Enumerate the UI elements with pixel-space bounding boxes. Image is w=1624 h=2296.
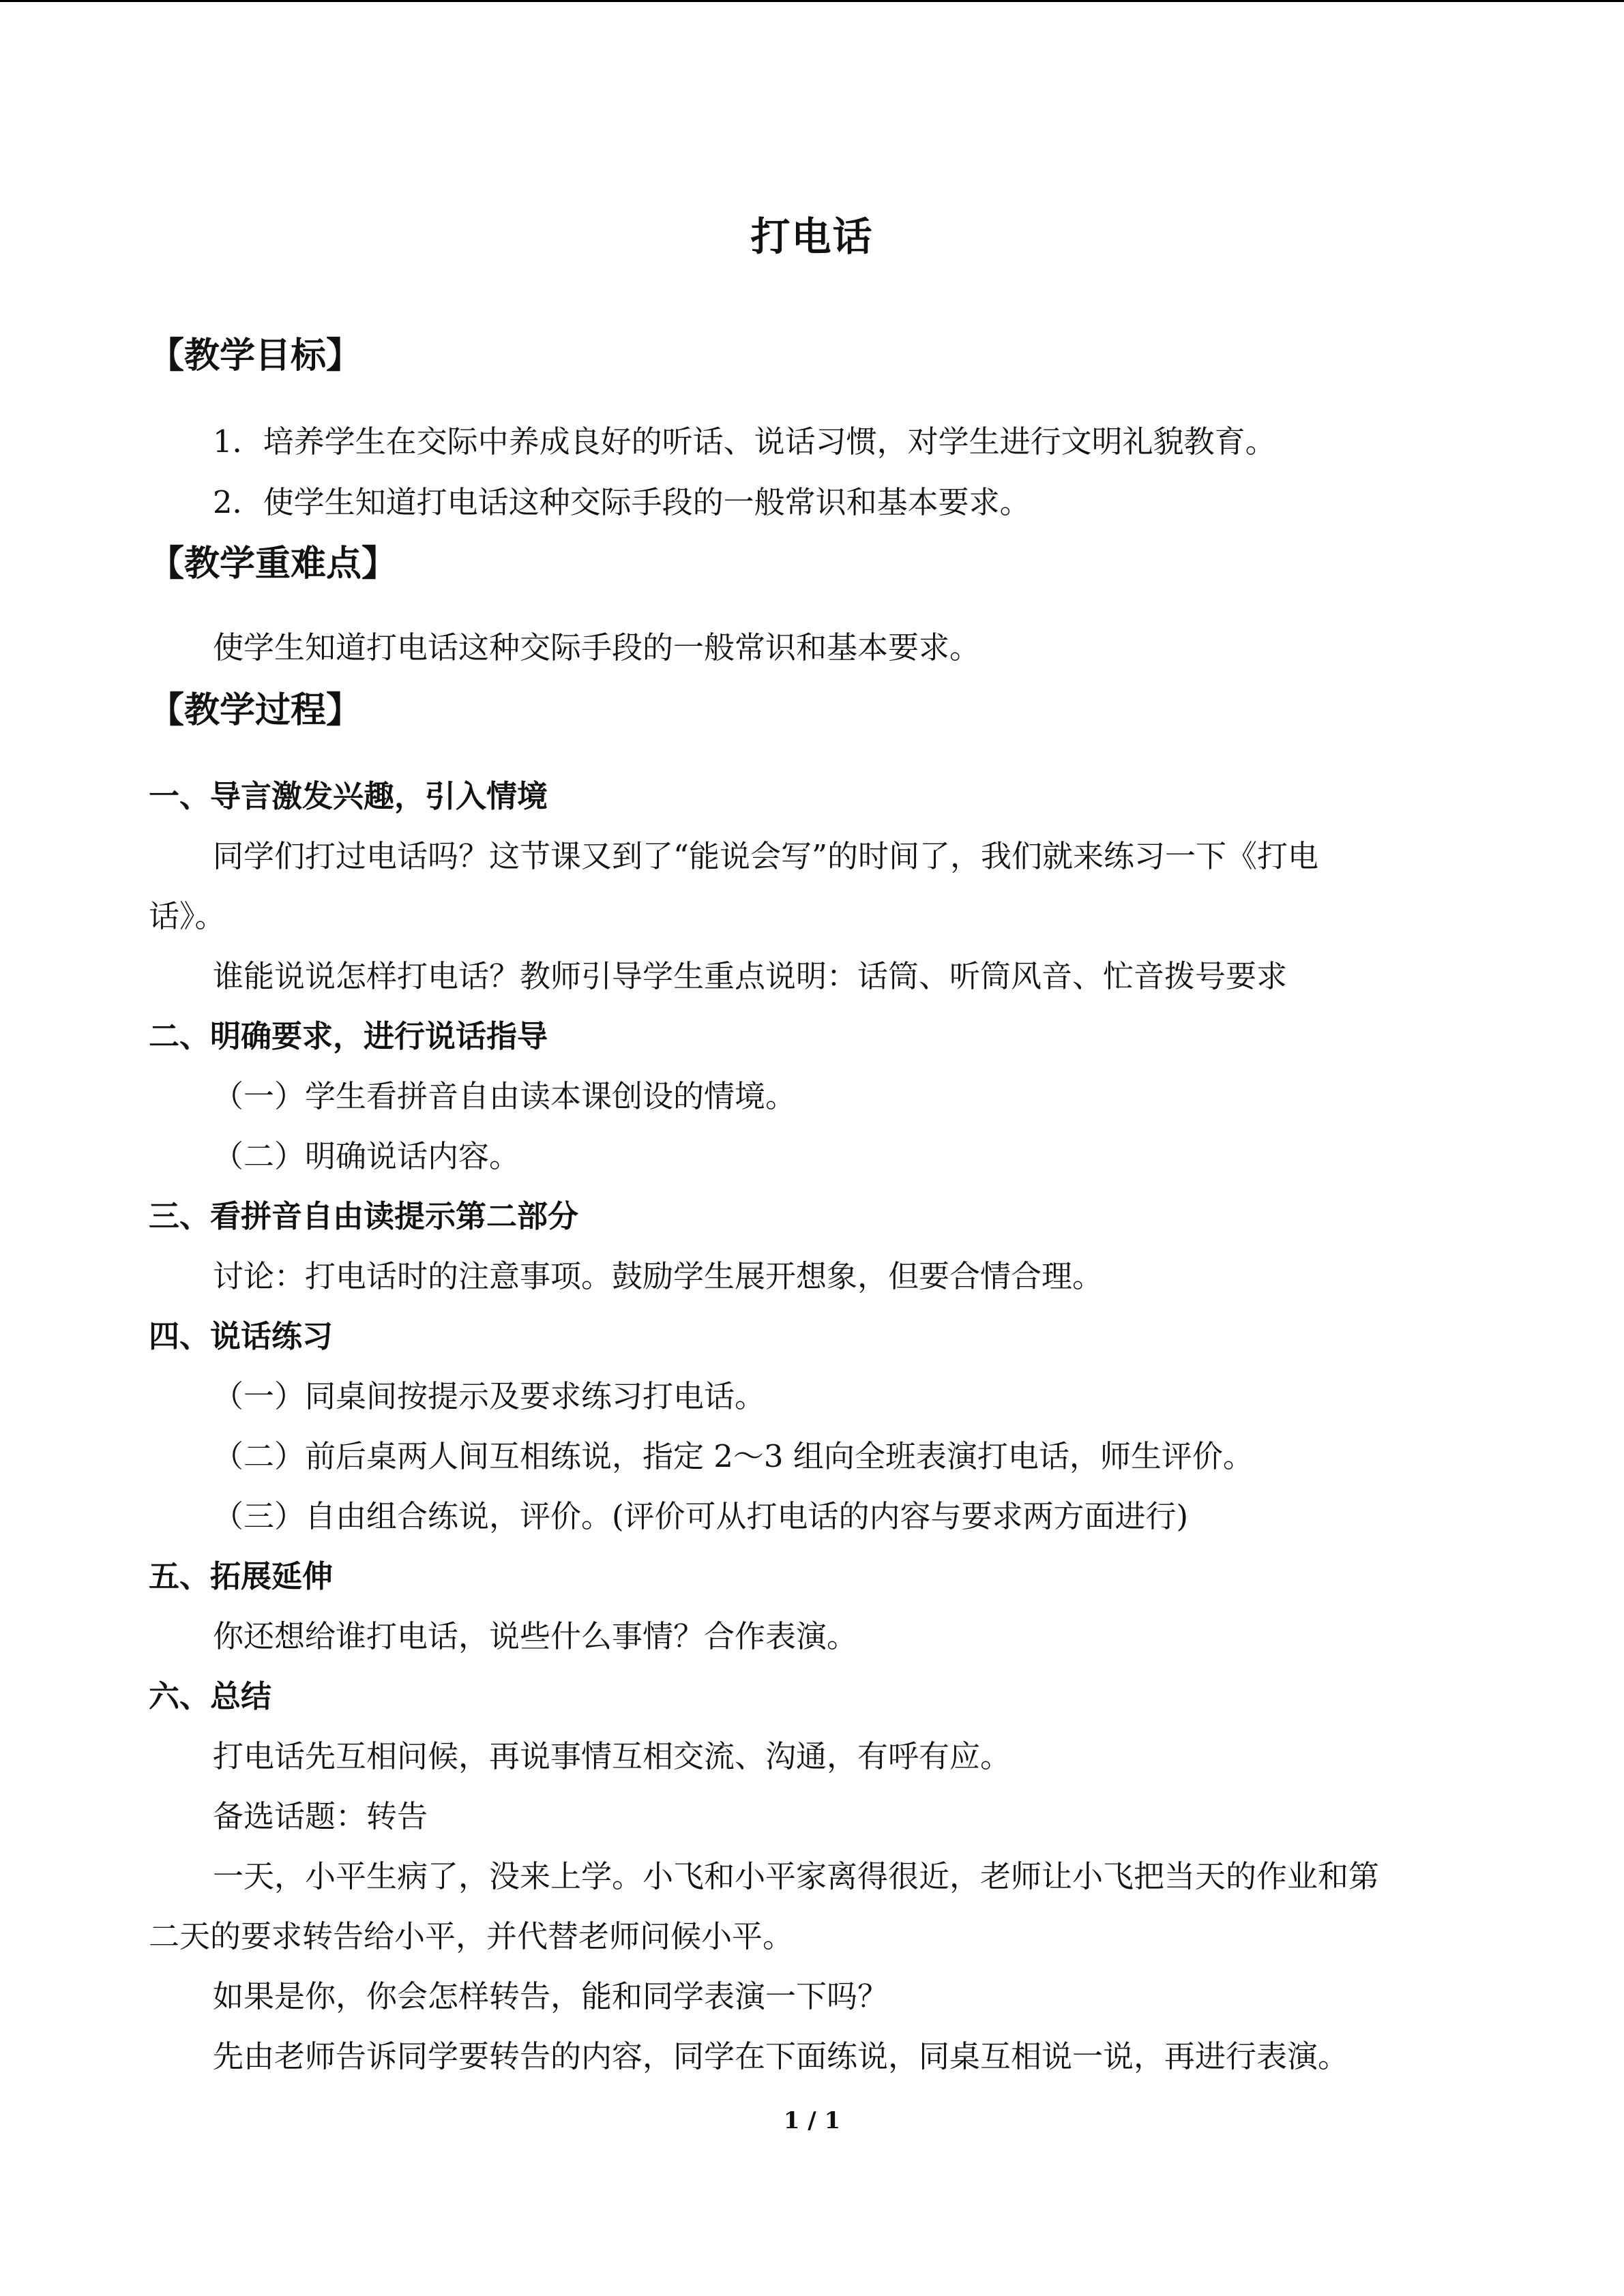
part6-paragraph-3-line-2: 二天的要求转告给小平，并代替老师问候小平。 xyxy=(149,1918,794,1954)
part6-paragraph-5: 先由老师告诉同学要转告的内容，同学在下面练说，同桌互相说一说，再进行表演。 xyxy=(213,2038,1349,2074)
part3-text: 讨论：打电话时的注意事项。鼓励学生展开想象，但要合情合理。 xyxy=(213,1258,1104,1294)
part2-heading: 二、明确要求，进行说话指导 xyxy=(149,1018,548,1054)
part6-paragraph-3-line-1: 一天，小平生病了，没来上学。小飞和小平家离得很近，老师让小飞把当天的作业和第 xyxy=(213,1858,1380,1894)
part5-heading: 五、拓展延伸 xyxy=(149,1558,334,1594)
part2-item-2: （二）明确说话内容。 xyxy=(213,1138,520,1174)
objective-item-2: 2．使学生知道打电话这种交际手段的一般常识和基本要求。 xyxy=(213,484,1031,520)
part4-item-3: （三）自由组合练说，评价。(评价可从打电话的内容与要求两方面进行) xyxy=(213,1498,1189,1534)
part6-paragraph-4: 如果是你，你会怎样转告，能和同学表演一下吗？ xyxy=(213,1978,889,2014)
part2-item-1: （一）学生看拼音自由读本课创设的情境。 xyxy=(213,1078,797,1114)
key-points-text: 使学生知道打电话这种交际手段的一般常识和基本要求。 xyxy=(213,629,981,666)
part6-paragraph-2: 备选话题：转告 xyxy=(213,1798,428,1834)
part6-paragraph-1: 打电话先互相问候，再说事情互相交流、沟通，有呼有应。 xyxy=(213,1738,1012,1774)
part1-heading: 一、导言激发兴趣，引入情境 xyxy=(149,778,548,814)
part4-heading: 四、说话练习 xyxy=(149,1318,334,1354)
part6-heading: 六、总结 xyxy=(149,1678,272,1714)
section-heading-objectives: 【教学目标】 xyxy=(149,335,362,376)
part1-paragraph-2: 谁能说说怎样打电话？教师引导学生重点说明：话筒、听筒风音、忙音拨号要求 xyxy=(213,958,1288,994)
document-title: 打电话 xyxy=(750,213,874,260)
part1-paragraph-1-line-2: 话》。 xyxy=(149,898,226,934)
part4-item-1: （一）同桌间按提示及要求练习打电话。 xyxy=(213,1378,766,1414)
part4-item-2: （二）前后桌两人间互相练说，指定 2～3 组向全班表演打电话，师生评价。 xyxy=(213,1438,1254,1474)
part1-paragraph-1-line-1: 同学们打过电话吗？这节课又到了“能说会写”的时间了，我们就来练习一下《打电 xyxy=(213,838,1319,874)
section-heading-process: 【教学过程】 xyxy=(149,689,362,731)
objective-item-1: 1．培养学生在交际中养成良好的听话、说话习惯，对学生进行文明礼貌教育。 xyxy=(213,423,1276,460)
part5-text: 你还想给谁打电话，说些什么事情？合作表演。 xyxy=(213,1618,858,1654)
section-heading-key-points: 【教学重难点】 xyxy=(149,543,398,584)
part3-heading: 三、看拼音自由读提示第二部分 xyxy=(149,1198,579,1234)
page-number: 1 / 1 xyxy=(783,2107,841,2134)
